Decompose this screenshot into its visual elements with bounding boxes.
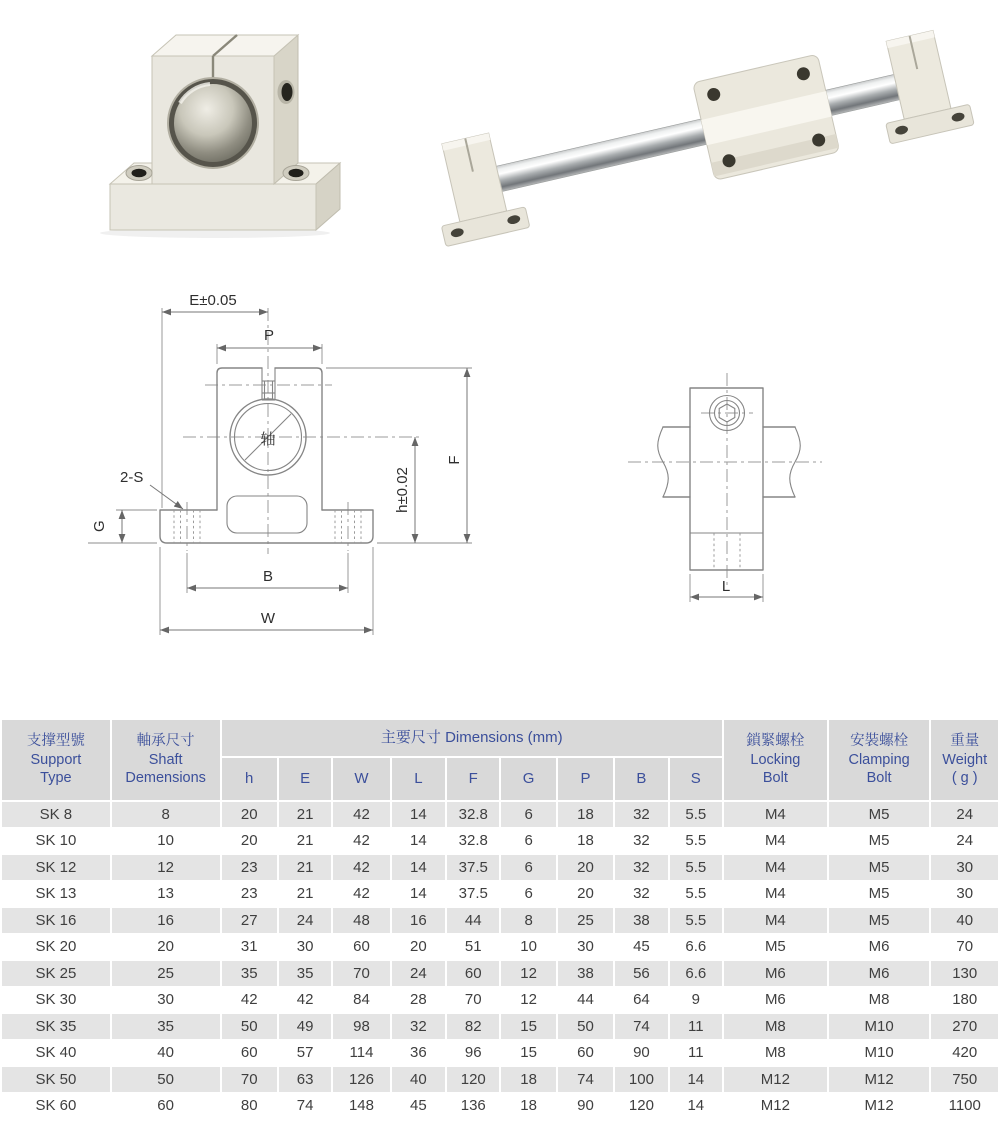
table-cell: M5 bbox=[829, 855, 930, 880]
table-cell: M5 bbox=[829, 829, 930, 854]
table-cell: 14 bbox=[392, 882, 445, 907]
table-cell: 10 bbox=[501, 935, 555, 960]
table-cell: 42 bbox=[222, 988, 277, 1013]
table-cell: 114 bbox=[333, 1041, 389, 1066]
table-cell: 25 bbox=[112, 961, 220, 986]
table-cell: SK 25 bbox=[2, 961, 110, 986]
table-cell: M5 bbox=[829, 908, 930, 933]
header-line: Demensions bbox=[125, 770, 206, 787]
table-cell: 36 bbox=[392, 1041, 445, 1066]
header-line: Type bbox=[40, 770, 72, 787]
table-cell: M8 bbox=[724, 1041, 827, 1066]
table-cell: 16 bbox=[112, 908, 220, 933]
block-side-face bbox=[274, 35, 298, 184]
dim-G: G bbox=[91, 520, 108, 532]
table-cell: 21 bbox=[279, 882, 331, 907]
table-cell: 15 bbox=[501, 1041, 555, 1066]
table-cell: 31 bbox=[222, 935, 277, 960]
table-cell: M6 bbox=[829, 961, 930, 986]
table-cell: 8 bbox=[501, 908, 555, 933]
table-cell: 70 bbox=[333, 961, 389, 986]
header-line: Clamping bbox=[848, 751, 910, 768]
col-header-F: F bbox=[447, 758, 499, 800]
col-header-shaft-dimensions bbox=[112, 720, 220, 800]
table-cell: 5.5 bbox=[670, 908, 722, 933]
bore-shaft-label: 轴 bbox=[260, 431, 276, 448]
table-cell: 180 bbox=[931, 988, 998, 1013]
table-cell: 40 bbox=[112, 1041, 220, 1066]
table-cell: M6 bbox=[724, 961, 827, 986]
col-header-S: S bbox=[670, 758, 722, 800]
table-cell: 10 bbox=[112, 829, 220, 854]
table-cell: M10 bbox=[829, 1014, 930, 1039]
table-cell: SK 35 bbox=[2, 1014, 110, 1039]
table-cell: M6 bbox=[724, 988, 827, 1013]
dim-F: F bbox=[446, 455, 463, 465]
table-cell: 70 bbox=[447, 988, 499, 1013]
table-cell: M4 bbox=[724, 908, 827, 933]
table-cell: 37.5 bbox=[447, 855, 499, 880]
col-header-B: B bbox=[615, 758, 667, 800]
table-cell: 18 bbox=[501, 1067, 555, 1092]
table-cell: 136 bbox=[447, 1094, 499, 1119]
table-cell: 126 bbox=[333, 1067, 389, 1092]
table-cell: M8 bbox=[724, 1014, 827, 1039]
table-cell: 50 bbox=[222, 1014, 277, 1039]
table-cell: 6 bbox=[501, 855, 555, 880]
table-cell: 23 bbox=[222, 855, 277, 880]
col-header-P: P bbox=[558, 758, 613, 800]
table-cell: 70 bbox=[931, 935, 998, 960]
header-line: Support bbox=[30, 751, 82, 768]
table-cell: 45 bbox=[392, 1094, 445, 1119]
col-header-weight bbox=[931, 720, 998, 800]
table-cell: 32.8 bbox=[447, 802, 499, 827]
spec-table-body bbox=[2, 802, 998, 1118]
col-header-clamping-bolt bbox=[829, 720, 930, 800]
table-cell: SK 50 bbox=[2, 1067, 110, 1092]
dim-B: B bbox=[262, 568, 274, 585]
col-header-W: W bbox=[333, 758, 389, 800]
technical-drawing bbox=[0, 290, 1000, 662]
table-cell: SK 16 bbox=[2, 908, 110, 933]
table-cell: 20 bbox=[222, 829, 277, 854]
shaft-support-bracket-photo bbox=[60, 10, 390, 240]
table-cell: 27 bbox=[222, 908, 277, 933]
table-cell: 24 bbox=[931, 829, 998, 854]
table-cell: 21 bbox=[279, 802, 331, 827]
table-cell: 70 bbox=[222, 1067, 277, 1092]
table-cell: 60 bbox=[222, 1041, 277, 1066]
table-cell: 45 bbox=[615, 935, 667, 960]
table-cell: 21 bbox=[279, 829, 331, 854]
table-cell: 24 bbox=[279, 908, 331, 933]
table-cell: M12 bbox=[829, 1067, 930, 1092]
table-cell: 42 bbox=[333, 855, 389, 880]
table-cell: 51 bbox=[447, 935, 499, 960]
table-cell: 148 bbox=[333, 1094, 389, 1119]
table-cell: 30 bbox=[112, 988, 220, 1013]
col-header-G: G bbox=[501, 758, 555, 800]
table-cell: 30 bbox=[931, 855, 998, 880]
table-cell: M5 bbox=[829, 802, 930, 827]
table-cell: SK 60 bbox=[2, 1094, 110, 1119]
header-line: 安裝螺栓 bbox=[850, 732, 909, 749]
table-cell: 74 bbox=[279, 1094, 331, 1119]
table-cell: M8 bbox=[829, 988, 930, 1013]
table-cell: 96 bbox=[447, 1041, 499, 1066]
table-cell: 30 bbox=[558, 935, 613, 960]
table-cell: 120 bbox=[447, 1067, 499, 1092]
table-cell: 6.6 bbox=[670, 935, 722, 960]
table-cell: 750 bbox=[931, 1067, 998, 1092]
table-cell: 14 bbox=[392, 829, 445, 854]
table-cell: 1100 bbox=[931, 1094, 998, 1119]
dim-E: E±0.05 bbox=[189, 292, 237, 309]
table-cell: 28 bbox=[392, 988, 445, 1013]
table-cell: 30 bbox=[931, 882, 998, 907]
table-cell: 32 bbox=[615, 882, 667, 907]
table-cell: 38 bbox=[558, 961, 613, 986]
col-header-locking-bolt bbox=[724, 720, 827, 800]
table-cell: 42 bbox=[279, 988, 331, 1013]
table-cell: SK 40 bbox=[2, 1041, 110, 1066]
table-cell: 37.5 bbox=[447, 882, 499, 907]
table-row bbox=[2, 1041, 998, 1066]
table-cell: 63 bbox=[279, 1067, 331, 1092]
header-line: 重量 bbox=[950, 732, 980, 749]
table-cell: 30 bbox=[279, 935, 331, 960]
col-header-h: h bbox=[222, 758, 277, 800]
table-cell: 74 bbox=[615, 1014, 667, 1039]
table-cell: M4 bbox=[724, 829, 827, 854]
table-cell: 8 bbox=[112, 802, 220, 827]
table-cell: 32 bbox=[615, 855, 667, 880]
table-cell: SK 10 bbox=[2, 829, 110, 854]
table-cell: 42 bbox=[333, 829, 389, 854]
table-cell: 24 bbox=[931, 802, 998, 827]
header-line: Locking bbox=[750, 751, 801, 768]
table-row bbox=[2, 855, 998, 880]
table-cell: M4 bbox=[724, 855, 827, 880]
table-cell: 14 bbox=[392, 802, 445, 827]
table-row bbox=[2, 935, 998, 960]
table-cell: 16 bbox=[392, 908, 445, 933]
table-cell: 24 bbox=[392, 961, 445, 986]
table-cell: 12 bbox=[501, 988, 555, 1013]
table-cell: 6 bbox=[501, 882, 555, 907]
rail-assembly bbox=[423, 23, 975, 246]
table-cell: 18 bbox=[558, 829, 613, 854]
table-cell: 100 bbox=[615, 1067, 667, 1092]
table-cell: 60 bbox=[558, 1041, 613, 1066]
front-view bbox=[88, 292, 472, 635]
table-cell: M12 bbox=[724, 1094, 827, 1119]
table-cell: 20 bbox=[558, 855, 613, 880]
table-cell: 14 bbox=[670, 1067, 722, 1092]
table-cell: 82 bbox=[447, 1014, 499, 1039]
table-cell: 32 bbox=[392, 1014, 445, 1039]
dim-W: W bbox=[260, 610, 276, 627]
table-cell: 90 bbox=[615, 1041, 667, 1066]
table-row bbox=[2, 829, 998, 854]
header-line: 支撑型號 bbox=[26, 732, 85, 749]
header-line: Bolt bbox=[866, 770, 892, 787]
table-cell: M5 bbox=[724, 935, 827, 960]
table-row bbox=[2, 908, 998, 933]
mounting-hole-left-bore bbox=[132, 169, 147, 178]
spec-table bbox=[0, 718, 1000, 1120]
table-cell: 21 bbox=[279, 855, 331, 880]
table-cell: 49 bbox=[279, 1014, 331, 1039]
dim-P: P bbox=[263, 327, 275, 344]
table-cell: 40 bbox=[931, 908, 998, 933]
table-cell: M12 bbox=[829, 1094, 930, 1119]
table-cell: 420 bbox=[931, 1041, 998, 1066]
table-cell: 5.5 bbox=[670, 829, 722, 854]
table-cell: M10 bbox=[829, 1041, 930, 1066]
col-header-dimensions-group: 主要尺寸 Dimensions (mm) bbox=[222, 720, 722, 756]
table-cell: M5 bbox=[829, 882, 930, 907]
col-header-L: L bbox=[392, 758, 445, 800]
dim-h: h±0.02 bbox=[394, 467, 411, 513]
table-row bbox=[2, 802, 998, 827]
table-cell: 14 bbox=[392, 855, 445, 880]
table-cell: 32.8 bbox=[447, 829, 499, 854]
table-cell: 42 bbox=[333, 802, 389, 827]
table-cell: SK 12 bbox=[2, 855, 110, 880]
table-cell: 6 bbox=[501, 802, 555, 827]
table-row bbox=[2, 1094, 998, 1119]
table-cell: 120 bbox=[615, 1094, 667, 1119]
table-cell: 90 bbox=[558, 1094, 613, 1119]
table-cell: 44 bbox=[558, 988, 613, 1013]
table-cell: SK 13 bbox=[2, 882, 110, 907]
table-cell: 48 bbox=[333, 908, 389, 933]
table-cell: 13 bbox=[112, 882, 220, 907]
header-line: Bolt bbox=[762, 770, 788, 787]
table-cell: 38 bbox=[615, 908, 667, 933]
table-cell: M4 bbox=[724, 882, 827, 907]
table-row bbox=[2, 988, 998, 1013]
header-line: 軸承尺寸 bbox=[136, 732, 195, 749]
table-row bbox=[2, 882, 998, 907]
table-cell: 25 bbox=[558, 908, 613, 933]
header-line: ( g ) bbox=[951, 770, 978, 787]
table-cell: 35 bbox=[279, 961, 331, 986]
shaft-rail-assembly-photo bbox=[410, 5, 990, 255]
table-cell: 57 bbox=[279, 1041, 331, 1066]
table-cell: SK 30 bbox=[2, 988, 110, 1013]
table-cell: 130 bbox=[931, 961, 998, 986]
table-cell: 80 bbox=[222, 1094, 277, 1119]
table-cell: SK 8 bbox=[2, 802, 110, 827]
table-cell: 35 bbox=[222, 961, 277, 986]
table-cell: SK 20 bbox=[2, 935, 110, 960]
header-line: 鎖緊螺栓 bbox=[746, 732, 805, 749]
table-cell: 60 bbox=[447, 961, 499, 986]
table-row bbox=[2, 1067, 998, 1092]
col-header-support-type bbox=[2, 720, 110, 800]
linear-bearing-block bbox=[693, 54, 840, 180]
table-cell: 20 bbox=[222, 802, 277, 827]
dim-L: L bbox=[721, 578, 731, 595]
table-cell: 74 bbox=[558, 1067, 613, 1092]
col-header-E: E bbox=[279, 758, 331, 800]
table-cell: 270 bbox=[931, 1014, 998, 1039]
table-cell: 40 bbox=[392, 1067, 445, 1092]
table-cell: 11 bbox=[670, 1041, 722, 1066]
table-cell: 18 bbox=[501, 1094, 555, 1119]
table-cell: 15 bbox=[501, 1014, 555, 1039]
table-cell: 6.6 bbox=[670, 961, 722, 986]
table-cell: 32 bbox=[615, 802, 667, 827]
table-cell: 32 bbox=[615, 829, 667, 854]
header-line: Weight bbox=[942, 751, 988, 768]
clamp-bolt-hole bbox=[282, 83, 293, 101]
table-cell: M12 bbox=[724, 1067, 827, 1092]
table-cell: 11 bbox=[670, 1014, 722, 1039]
mounting-hole-right-bore bbox=[289, 169, 304, 178]
table-cell: 12 bbox=[501, 961, 555, 986]
table-cell: 60 bbox=[333, 935, 389, 960]
table-cell: 35 bbox=[112, 1014, 220, 1039]
table-cell: 5.5 bbox=[670, 802, 722, 827]
table-cell: 20 bbox=[112, 935, 220, 960]
table-cell: 20 bbox=[558, 882, 613, 907]
table-cell: 42 bbox=[333, 882, 389, 907]
table-cell: 84 bbox=[333, 988, 389, 1013]
table-cell: M4 bbox=[724, 802, 827, 827]
table-cell: 20 bbox=[392, 935, 445, 960]
table-cell: 14 bbox=[670, 1094, 722, 1119]
side-view bbox=[628, 373, 822, 602]
table-cell: 6 bbox=[501, 829, 555, 854]
table-row bbox=[2, 1014, 998, 1039]
table-cell: 12 bbox=[112, 855, 220, 880]
table-cell: 9 bbox=[670, 988, 722, 1013]
header-line: Shaft bbox=[148, 751, 183, 768]
table-cell: 5.5 bbox=[670, 882, 722, 907]
table-cell: 50 bbox=[558, 1014, 613, 1039]
table-cell: M6 bbox=[829, 935, 930, 960]
table-cell: 98 bbox=[333, 1014, 389, 1039]
table-cell: 23 bbox=[222, 882, 277, 907]
table-cell: 64 bbox=[615, 988, 667, 1013]
table-cell: 44 bbox=[447, 908, 499, 933]
table-cell: 56 bbox=[615, 961, 667, 986]
dim-2S: 2-S bbox=[120, 469, 144, 486]
table-cell: 60 bbox=[112, 1094, 220, 1119]
table-cell: 18 bbox=[558, 802, 613, 827]
base-front-face bbox=[110, 184, 316, 230]
table-cell: 5.5 bbox=[670, 855, 722, 880]
table-row bbox=[2, 961, 998, 986]
table-cell: 50 bbox=[112, 1067, 220, 1092]
